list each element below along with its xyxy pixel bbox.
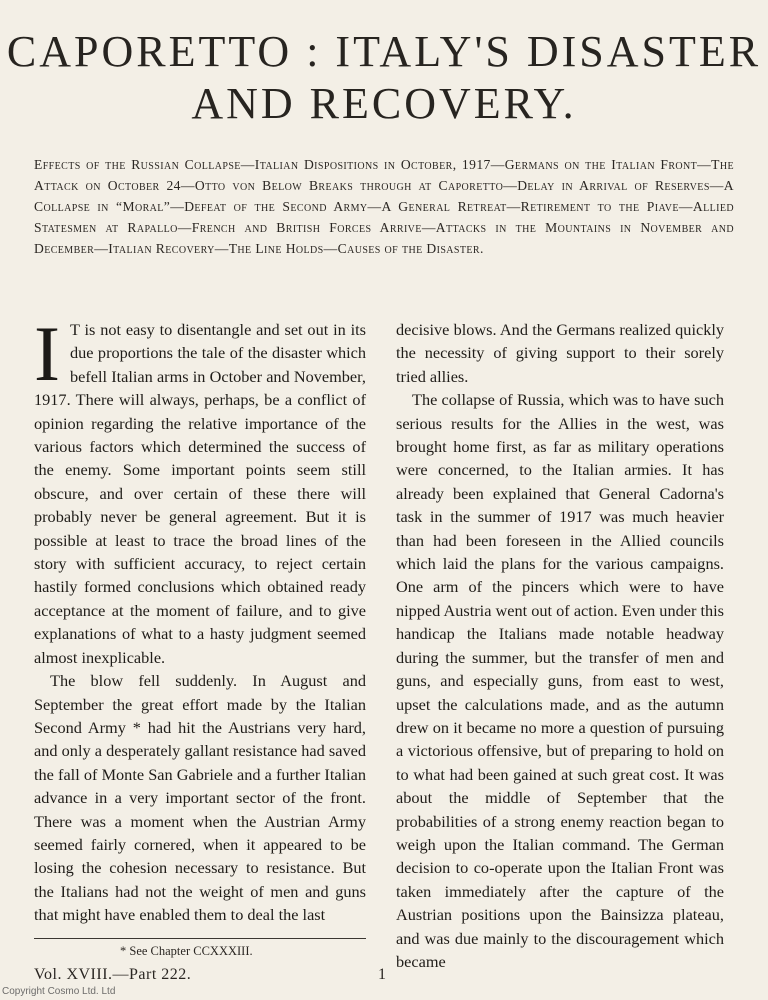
drop-cap: I	[34, 310, 60, 397]
paragraph-1-text: T is not easy to disentangle and set out in its due proportions the tale of the disaster which befell Italian arms in October and November, 1917. There will always, perhaps, be a conflict of opinion regarding the relative importance of the various factors which determined the success of the enemy. Some important points seem still obscure, and over certain of these there will probably never be general agreement. But it is possible at least to trace the broad lines of the story with sufficient accuracy, to reject certain hastily formed conclusions which obtained ready acceptance at the moment of failure, and to give explanations of what to a hasty judgment seemed almost inexplicable.	[34, 320, 366, 667]
chapter-summary: Effects of the Russian Collapse—Italian Dispositions in October, 1917—Germans on the Italian Front—The Attack on October 24—Otto von Below Breaks through at Caporetto—Delay in Arrival of Reserves—A Collapse in “Moral”—Defeat of the Second Army—A General Retreat—Retirement to the Piave—Allied Statesmen at Rapallo—French and British Forces Arrive—Attacks in the Mountains in November and December—Italian Recovery—The Line Holds—Causes of the Disaster.	[34, 157, 734, 256]
title-line-1: CAPORETTO : ITALY'S DISASTER	[6, 27, 762, 76]
paragraph-1	[34, 310, 366, 669]
copyright-watermark: Copyright Cosmo Ltd. Ltd	[2, 986, 116, 997]
footnote: * See Chapter CCXXXIII.	[120, 944, 253, 958]
page-number: 1	[378, 966, 386, 983]
paragraph-4: The collapse of Russia, which was to have such serious results for the Allies in the west, was brought home first, as far as military operations were concerned, to the Italian armies. It has already been explained that General Cadorna's task in the summer of 1917 was much heavier than had been foreseen in the Allied councils which laid the plans for the various campaigns. One arm of the pincers which were to have nipped Austria went out of action. Even under this handicap the Italians made notable headway during the summer, but the transfer of men and guns, and especially guns, from east to west, upset the calculations made, and as the autumn drew on it became no more a question of pursuing a victorious offensive, but of preparing to hold on to what had been gained at such great cost. It was about the middle of September that the probabilities of a strong enemy reaction began to weigh upon the Italian command. The German decision to co-operate upon the Italian Front was taken immediately after the capture of the Austrian positions upon the Bainsizza plateau, and was due mainly to the discouragement which became	[396, 390, 724, 971]
footnote-rule	[34, 938, 366, 939]
right-column	[396, 318, 724, 973]
paragraph-3: decisive blows. And the Germans realized quickly the necessity of giving support to their sorely tried allies.	[396, 320, 724, 386]
page-title	[0, 26, 768, 130]
volume-label: Vol. XVIII.—Part 222.	[34, 966, 192, 983]
paragraph-2: The blow fell suddenly. In August and September the great effort made by the Italian Second Army * had hit the Austrians very hard, and only a desperately gallant resistance had saved the fall of Monte San Gabriele and a further Italian advance in a very important sector of the front. There was a moment when the Austrian Army seemed fairly cornered, when it appeared to be losing the cohesion necessary to resistance. But the Italians had not the weight of men and guns that might have enabled them to deal the last	[34, 671, 366, 925]
title-line-2: AND RECOVERY.	[191, 79, 577, 128]
left-column	[34, 310, 366, 927]
